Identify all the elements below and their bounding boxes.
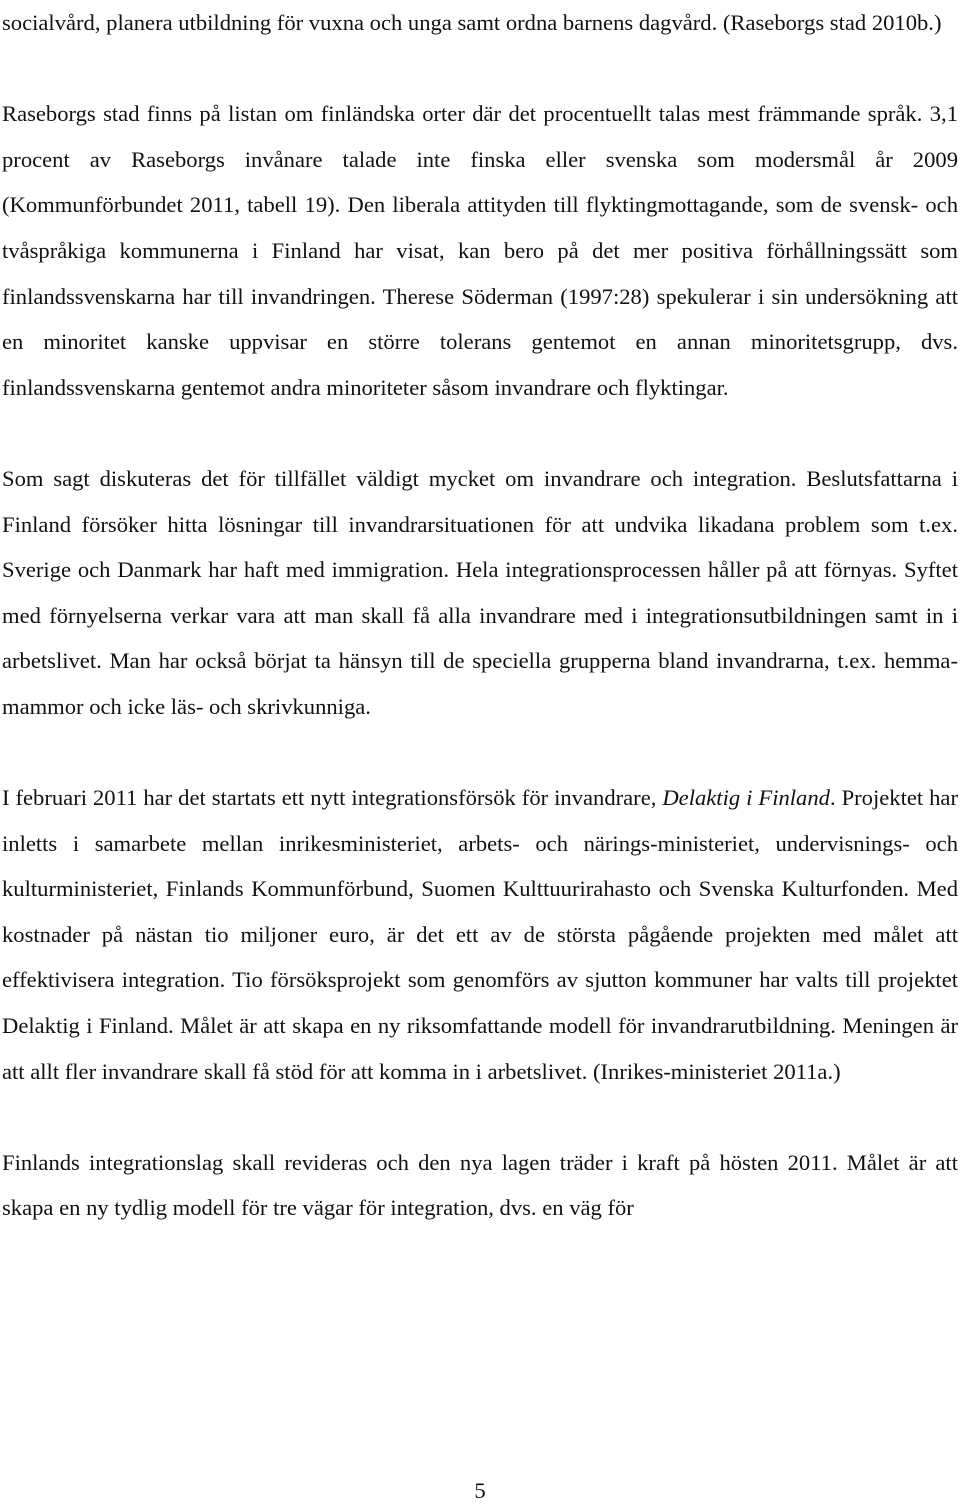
paragraph-gap [2, 730, 958, 776]
paragraph-3: Som sagt diskuteras det för tillfället väldigt mycket om invandrare och integration. Beslutsfattarna i Finland försöker hitta lösningar till invandrarsituationen för att undvika likadana problem som t.ex. Sverige och Danmark har haft med immigration. Hela integrationsprocessen håller på att förnyas. Syftet med förnyelserna verkar vara att man skall få alla invandrare med i integrationsutbildningen samt in i arbetslivet. Man har också börjat ta hänsyn till de speciella grupperna bland invandrarna, t.ex. hemma-mammor och icke läs- och skrivkunniga. [2, 465, 958, 719]
paragraph-gap [2, 410, 958, 456]
document-page [2, 0, 958, 1231]
paragraph-2: Raseborgs stad finns på listan om finländska orter där det procentuellt talas mest främmande språk. 3,1 procent av Raseborgs invånare talade inte finska eller svenska som modersmål år 2009 (Kommunförbundet 2011, tabell 19). Den liberala attityden till flyktingmottagande, som de svensk- och tvåspråkiga kommunerna i Finland har visat, kan bero på det mer positiva förhållningssätt som finlandssvenskarna har till invandringen. Therese Söderman (1997:28) spekulerar i sin undersökning att en minoritet kanske uppvisar en större tolerans gentemot en annan minoritetsgrupp, dvs. finlandssvenskarna gentemot andra minoriteter såsom invandrare och flyktingar. [2, 101, 958, 400]
paragraph-gap [2, 1094, 958, 1140]
paragraph-gap [2, 46, 958, 92]
page-number: 5 [474, 1478, 486, 1503]
project-title-italic: Delaktig i Finland [662, 785, 830, 811]
paragraph-4-body: . Projektet har inletts i samarbete mellan inrikesministeriet, arbets- och närings-ministeriet, undervisnings- och kulturministeriet, Finlands Kommunförbund, Suomen Kulttuurirahasto och Svenska Kulturfonden. Med kostnader på nästan tio miljoner euro, är det ett av de största pågående projekten med målet att effektivisera integration. Tio försöksprojekt som genomförs av sjutton kommuner har valts till projektet Delaktig i Finland. Målet är att skapa en ny riksomfattande modell för invandrarutbildning. Meningen är att allt fler invandrare skall få stöd för att komma in i arbetslivet. (Inrikes-ministeriet 2011a.) [2, 785, 958, 1084]
paragraph-5: Finlands integrationslag skall revideras och den nya lagen träder i kraft på hösten 2011. Målet är att skapa en ny tydlig modell för tre vägar för integration, dvs. en väg för [2, 1149, 958, 1221]
paragraph-1: socialvård, planera utbildning för vuxna och unga samt ordna barnens dagvård. (Raseborgs stad 2010b.) [2, 10, 942, 35]
paragraph-4 [2, 775, 958, 1094]
paragraph-4-intro: I februari 2011 har det startats ett nytt integrationsförsök för invandrare, [2, 785, 663, 811]
